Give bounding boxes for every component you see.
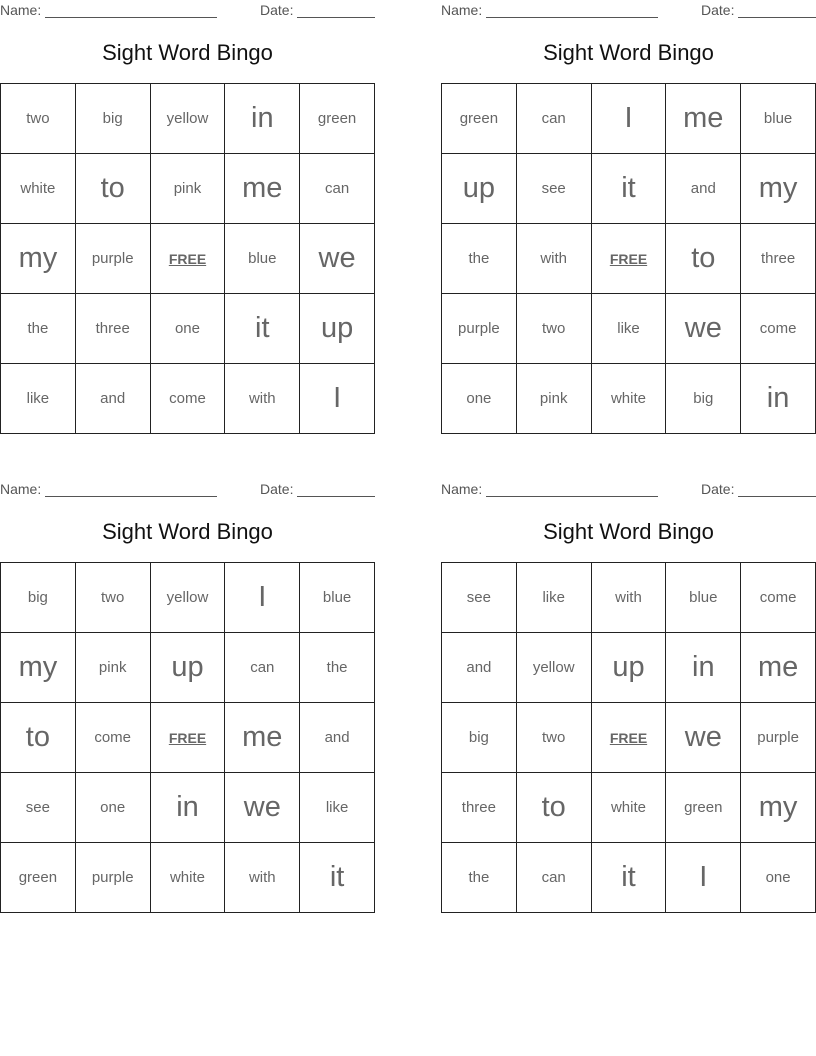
bingo-cell: the: [1, 294, 76, 364]
bingo-cell: two: [76, 563, 151, 633]
bingo-cell: white: [151, 843, 226, 913]
bingo-cell: pink: [76, 633, 151, 703]
bingo-cell: me: [741, 633, 816, 703]
bingo-cell: come: [76, 703, 151, 773]
bingo-cell: green: [442, 84, 517, 154]
name-label: Name:: [441, 481, 483, 497]
bingo-cell: pink: [517, 364, 592, 434]
card-title: Sight Word Bingo: [543, 519, 714, 544]
bingo-cell: two: [517, 294, 592, 364]
bingo-cell: come: [151, 364, 226, 434]
bingo-cell: the: [442, 843, 517, 913]
name-label: Name:: [0, 2, 42, 18]
date-label: Date:: [701, 2, 735, 18]
bingo-cell: it: [592, 154, 667, 224]
bingo-cell: green: [1, 843, 76, 913]
free-space-cell: FREE: [151, 703, 226, 773]
bingo-cell: one: [76, 773, 151, 843]
name-date-header: [0, 2, 375, 20]
bingo-cell: can: [517, 84, 592, 154]
bingo-cell: blue: [225, 224, 300, 294]
free-space-cell: FREE: [592, 224, 667, 294]
bingo-cell: with: [592, 563, 667, 633]
bingo-cell: purple: [741, 703, 816, 773]
bingo-cell: like: [1, 364, 76, 434]
bingo-cell: with: [225, 843, 300, 913]
name-blank-line: [45, 17, 217, 18]
bingo-cell: big: [442, 703, 517, 773]
bingo-cell: we: [300, 224, 375, 294]
bingo-cell: yellow: [151, 563, 226, 633]
bingo-cell: my: [1, 224, 76, 294]
bingo-grid: [0, 83, 375, 434]
bingo-cell: to: [666, 224, 741, 294]
free-space-cell: FREE: [151, 224, 226, 294]
bingo-cell: like: [517, 563, 592, 633]
bingo-cell: we: [666, 703, 741, 773]
bingo-cell: me: [225, 154, 300, 224]
free-space-cell: FREE: [592, 703, 667, 773]
bingo-cell: white: [592, 364, 667, 434]
bingo-cell: in: [151, 773, 226, 843]
bingo-card-4: [441, 479, 816, 919]
bingo-cell: purple: [76, 224, 151, 294]
bingo-cell: one: [442, 364, 517, 434]
name-blank-line: [486, 17, 658, 18]
bingo-cell: purple: [76, 843, 151, 913]
bingo-cell: it: [225, 294, 300, 364]
date-blank-line: [297, 17, 375, 18]
bingo-cell: two: [517, 703, 592, 773]
card-title: Sight Word Bingo: [102, 40, 273, 65]
bingo-cell: in: [741, 364, 816, 434]
bingo-cell: up: [442, 154, 517, 224]
bingo-cell: two: [1, 84, 76, 154]
bingo-cell: blue: [666, 563, 741, 633]
bingo-cell: can: [517, 843, 592, 913]
bingo-cell: like: [592, 294, 667, 364]
bingo-cell: and: [300, 703, 375, 773]
bingo-cell: blue: [741, 84, 816, 154]
name-date-header: [441, 2, 816, 20]
bingo-cell: can: [300, 154, 375, 224]
bingo-cell: yellow: [517, 633, 592, 703]
bingo-cell: the: [300, 633, 375, 703]
bingo-cell: I: [592, 84, 667, 154]
bingo-card-1: [0, 0, 375, 440]
bingo-cell: with: [517, 224, 592, 294]
bingo-cell: up: [300, 294, 375, 364]
bingo-cell: I: [300, 364, 375, 434]
bingo-cell: in: [225, 84, 300, 154]
bingo-cell: big: [1, 563, 76, 633]
bingo-cell: my: [1, 633, 76, 703]
name-blank-line: [486, 496, 658, 497]
date-blank-line: [297, 496, 375, 497]
bingo-cell: me: [225, 703, 300, 773]
name-date-header: [0, 481, 375, 499]
bingo-cell: me: [666, 84, 741, 154]
bingo-cell: come: [741, 294, 816, 364]
bingo-cell: blue: [300, 563, 375, 633]
date-label: Date:: [260, 481, 294, 497]
bingo-cell: come: [741, 563, 816, 633]
bingo-cell: see: [1, 773, 76, 843]
bingo-cell: pink: [151, 154, 226, 224]
date-label: Date:: [260, 2, 294, 18]
name-blank-line: [45, 496, 217, 497]
bingo-cell: and: [76, 364, 151, 434]
bingo-cell: purple: [442, 294, 517, 364]
bingo-cell: my: [741, 773, 816, 843]
bingo-cell: see: [442, 563, 517, 633]
bingo-cell: up: [592, 633, 667, 703]
bingo-cell: like: [300, 773, 375, 843]
bingo-cell: I: [666, 843, 741, 913]
date-blank-line: [738, 496, 816, 497]
bingo-cell: it: [300, 843, 375, 913]
bingo-card-3: [0, 479, 375, 919]
bingo-cell: it: [592, 843, 667, 913]
bingo-grid: [441, 562, 816, 913]
bingo-cell: and: [666, 154, 741, 224]
bingo-cell: to: [517, 773, 592, 843]
bingo-grid: [0, 562, 375, 913]
bingo-cell: we: [225, 773, 300, 843]
bingo-cell: white: [1, 154, 76, 224]
bingo-cell: and: [442, 633, 517, 703]
bingo-cell: with: [225, 364, 300, 434]
bingo-grid: [441, 83, 816, 434]
bingo-cell: to: [1, 703, 76, 773]
bingo-cell: I: [225, 563, 300, 633]
bingo-card-2: [441, 0, 816, 440]
bingo-cell: green: [300, 84, 375, 154]
bingo-cell: three: [76, 294, 151, 364]
date-blank-line: [738, 17, 816, 18]
date-label: Date:: [701, 481, 735, 497]
name-label: Name:: [441, 2, 483, 18]
bingo-cell: the: [442, 224, 517, 294]
bingo-cell: big: [76, 84, 151, 154]
bingo-cell: three: [442, 773, 517, 843]
bingo-cell: up: [151, 633, 226, 703]
bingo-cell: one: [151, 294, 226, 364]
bingo-cell: white: [592, 773, 667, 843]
name-date-header: [441, 481, 816, 499]
bingo-cell: in: [666, 633, 741, 703]
bingo-cell: we: [666, 294, 741, 364]
bingo-cell: three: [741, 224, 816, 294]
bingo-cell: can: [225, 633, 300, 703]
card-title: Sight Word Bingo: [102, 519, 273, 544]
name-label: Name:: [0, 481, 42, 497]
bingo-cell: see: [517, 154, 592, 224]
bingo-cell: my: [741, 154, 816, 224]
card-title: Sight Word Bingo: [543, 40, 714, 65]
bingo-cell: to: [76, 154, 151, 224]
bingo-cell: one: [741, 843, 816, 913]
bingo-cell: green: [666, 773, 741, 843]
bingo-cell: yellow: [151, 84, 226, 154]
bingo-cell: big: [666, 364, 741, 434]
